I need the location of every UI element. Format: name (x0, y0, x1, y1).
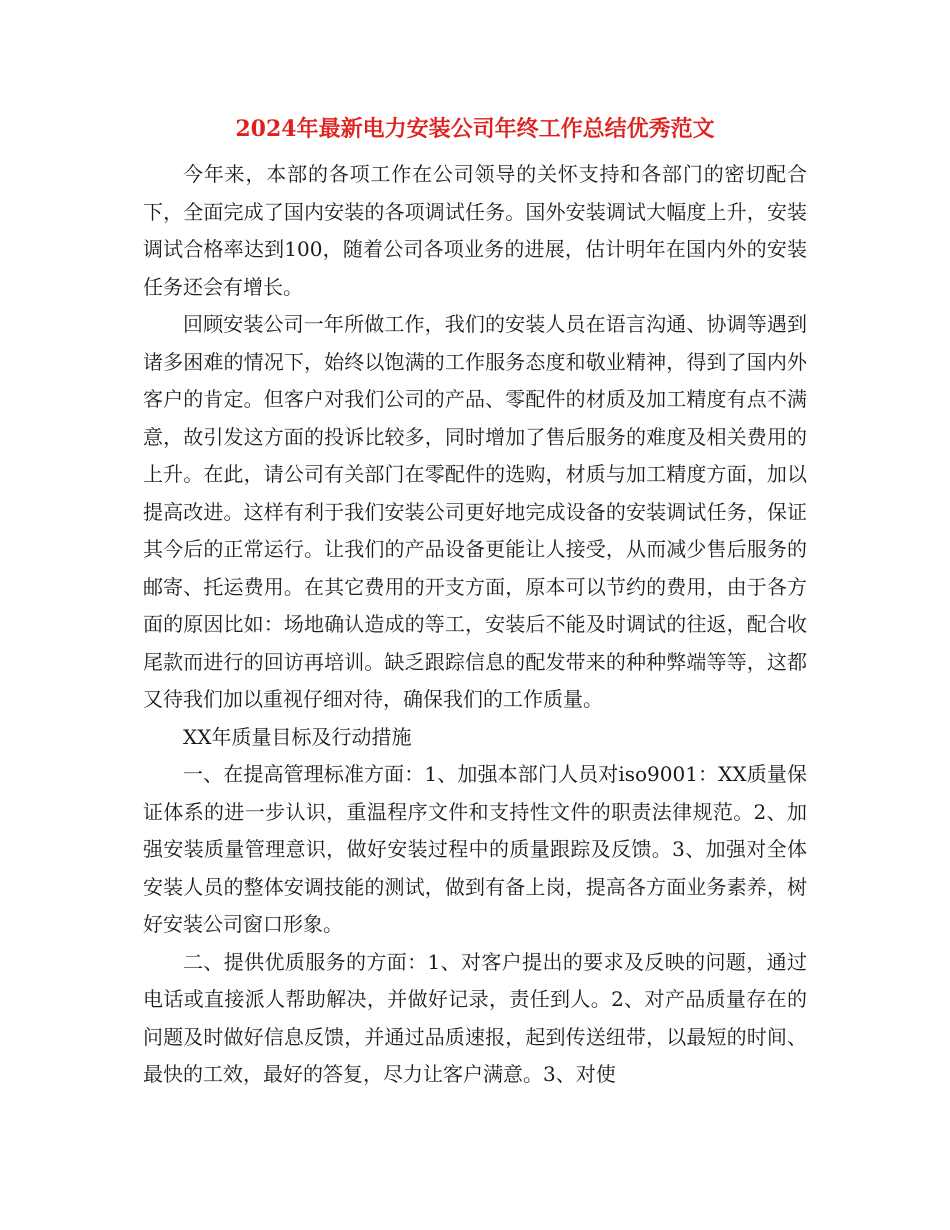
document-title: 2024年最新电力安装公司年终工作总结优秀范文 (235, 116, 715, 142)
paragraph-review: 回顾安装公司一年所做工作，我们的安装人员在语言沟通、协调等遇到诸多困难的情况下，始终以饱满的工作服务态度和敬业精神，得到了国内外客户的肯定。但客户对我们公司的产品、零配件的材质及加工精度有点不满意，故引发这方面的投诉比较多，同时增加了售后服务的难度及相关费用的上升。在此，请公司有关部门在零配件的选购，材质与加工精度方面，加以提高改进。这样有利于我们安装公司更好地完成设备的安装调试任务，保证其今后的正常运行。让我们的产品设备更能让人接受，从而减少售后服务的邮寄、托运费用。在其它费用的开支方面，原本可以节约的费用，由于各方面的原因比如：场地确认造成的等工，安装后不能及时调试的往返，配合收尾款而进行的回访再培训。缺乏跟踪信息的配发带来的种种弊端等等，这都又待我们加以重视仔细对待，确保我们的工作质量。 (143, 312, 807, 711)
paragraph-intro: 今年来，本部的各项工作在公司领导的关怀支持和各部门的密切配合下，全面完成了国内安装的各项调试任务。国外安装调试大幅度上升，安装调试合格率达到100，随着公司各项业务的进展，估计明年在国内外的安装任务还会有增长。 (143, 162, 807, 299)
document-body (143, 156, 807, 1094)
section-heading-quality-goals: XX年质量目标及行动措施 (183, 724, 412, 749)
paragraph-management-standards: 一、在提高管理标准方面：1、加强本部门人员对iso9001：XX质量保证体系的进一步认识，重温程序文件和支持性文件的职责法律规范。2、加强安装质量管理意识，做好安装过程中的质量跟踪及反馈。3、加强对全体安装人员的整体安调技能的测试，做到有备上岗，提高各方面业务素养，树好安装公司窗口形象。 (143, 762, 807, 936)
paragraph-quality-service: 二、提供优质服务的方面：1、对客户提出的要求及反映的问题，通过电话或直接派人帮助解决，并做好记录，责任到人。2、对产品质量存在的问题及时做好信息反馈，并通过品质速报，起到传送纽带，以最短的时间、最快的工效，最好的答复，尽力让客户满意。3、对使 (143, 949, 807, 1086)
